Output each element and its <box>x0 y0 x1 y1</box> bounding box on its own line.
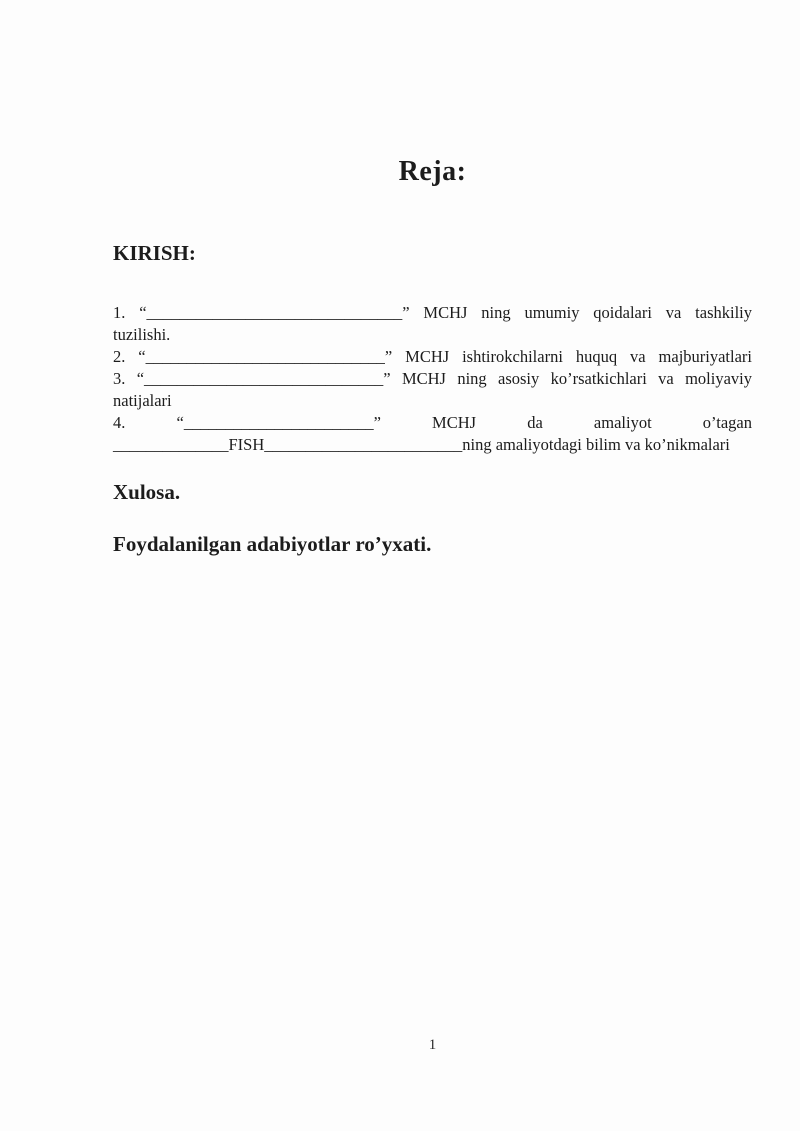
plan-list-line: 4. “_______________________” MCHJ da amaliyot o’tagan <box>113 413 752 432</box>
plan-list-line: 1. “_______________________________” MCHJ ning umumiy qoidalari va tashkiliy <box>113 303 752 322</box>
document-title: Reja: <box>398 156 467 187</box>
plan-list-line: ______________FISH________________________ning amaliyotdagi bilim va ko’nikmalari <box>113 435 730 454</box>
plan-list-line: natijalari <box>113 391 172 410</box>
section-heading-xulosa: Xulosa. <box>113 480 181 504</box>
plan-list-line: 2. “_____________________________” MCHJ ishtirokchilarni huquq va majburiyatlari <box>113 347 752 366</box>
plan-list-line: 3. “_____________________________” MCHJ ning asosiy ko’rsatkichlari va moliyaviy <box>113 369 752 388</box>
section-heading-kirish: KIRISH: <box>113 241 196 265</box>
section-heading-references: Foydalanilgan adabiyotlar ro’yxati. <box>113 532 432 556</box>
plan-list-line: tuzilishi. <box>113 325 171 344</box>
page-number: 1 <box>428 1037 437 1053</box>
plan-list <box>113 302 752 456</box>
